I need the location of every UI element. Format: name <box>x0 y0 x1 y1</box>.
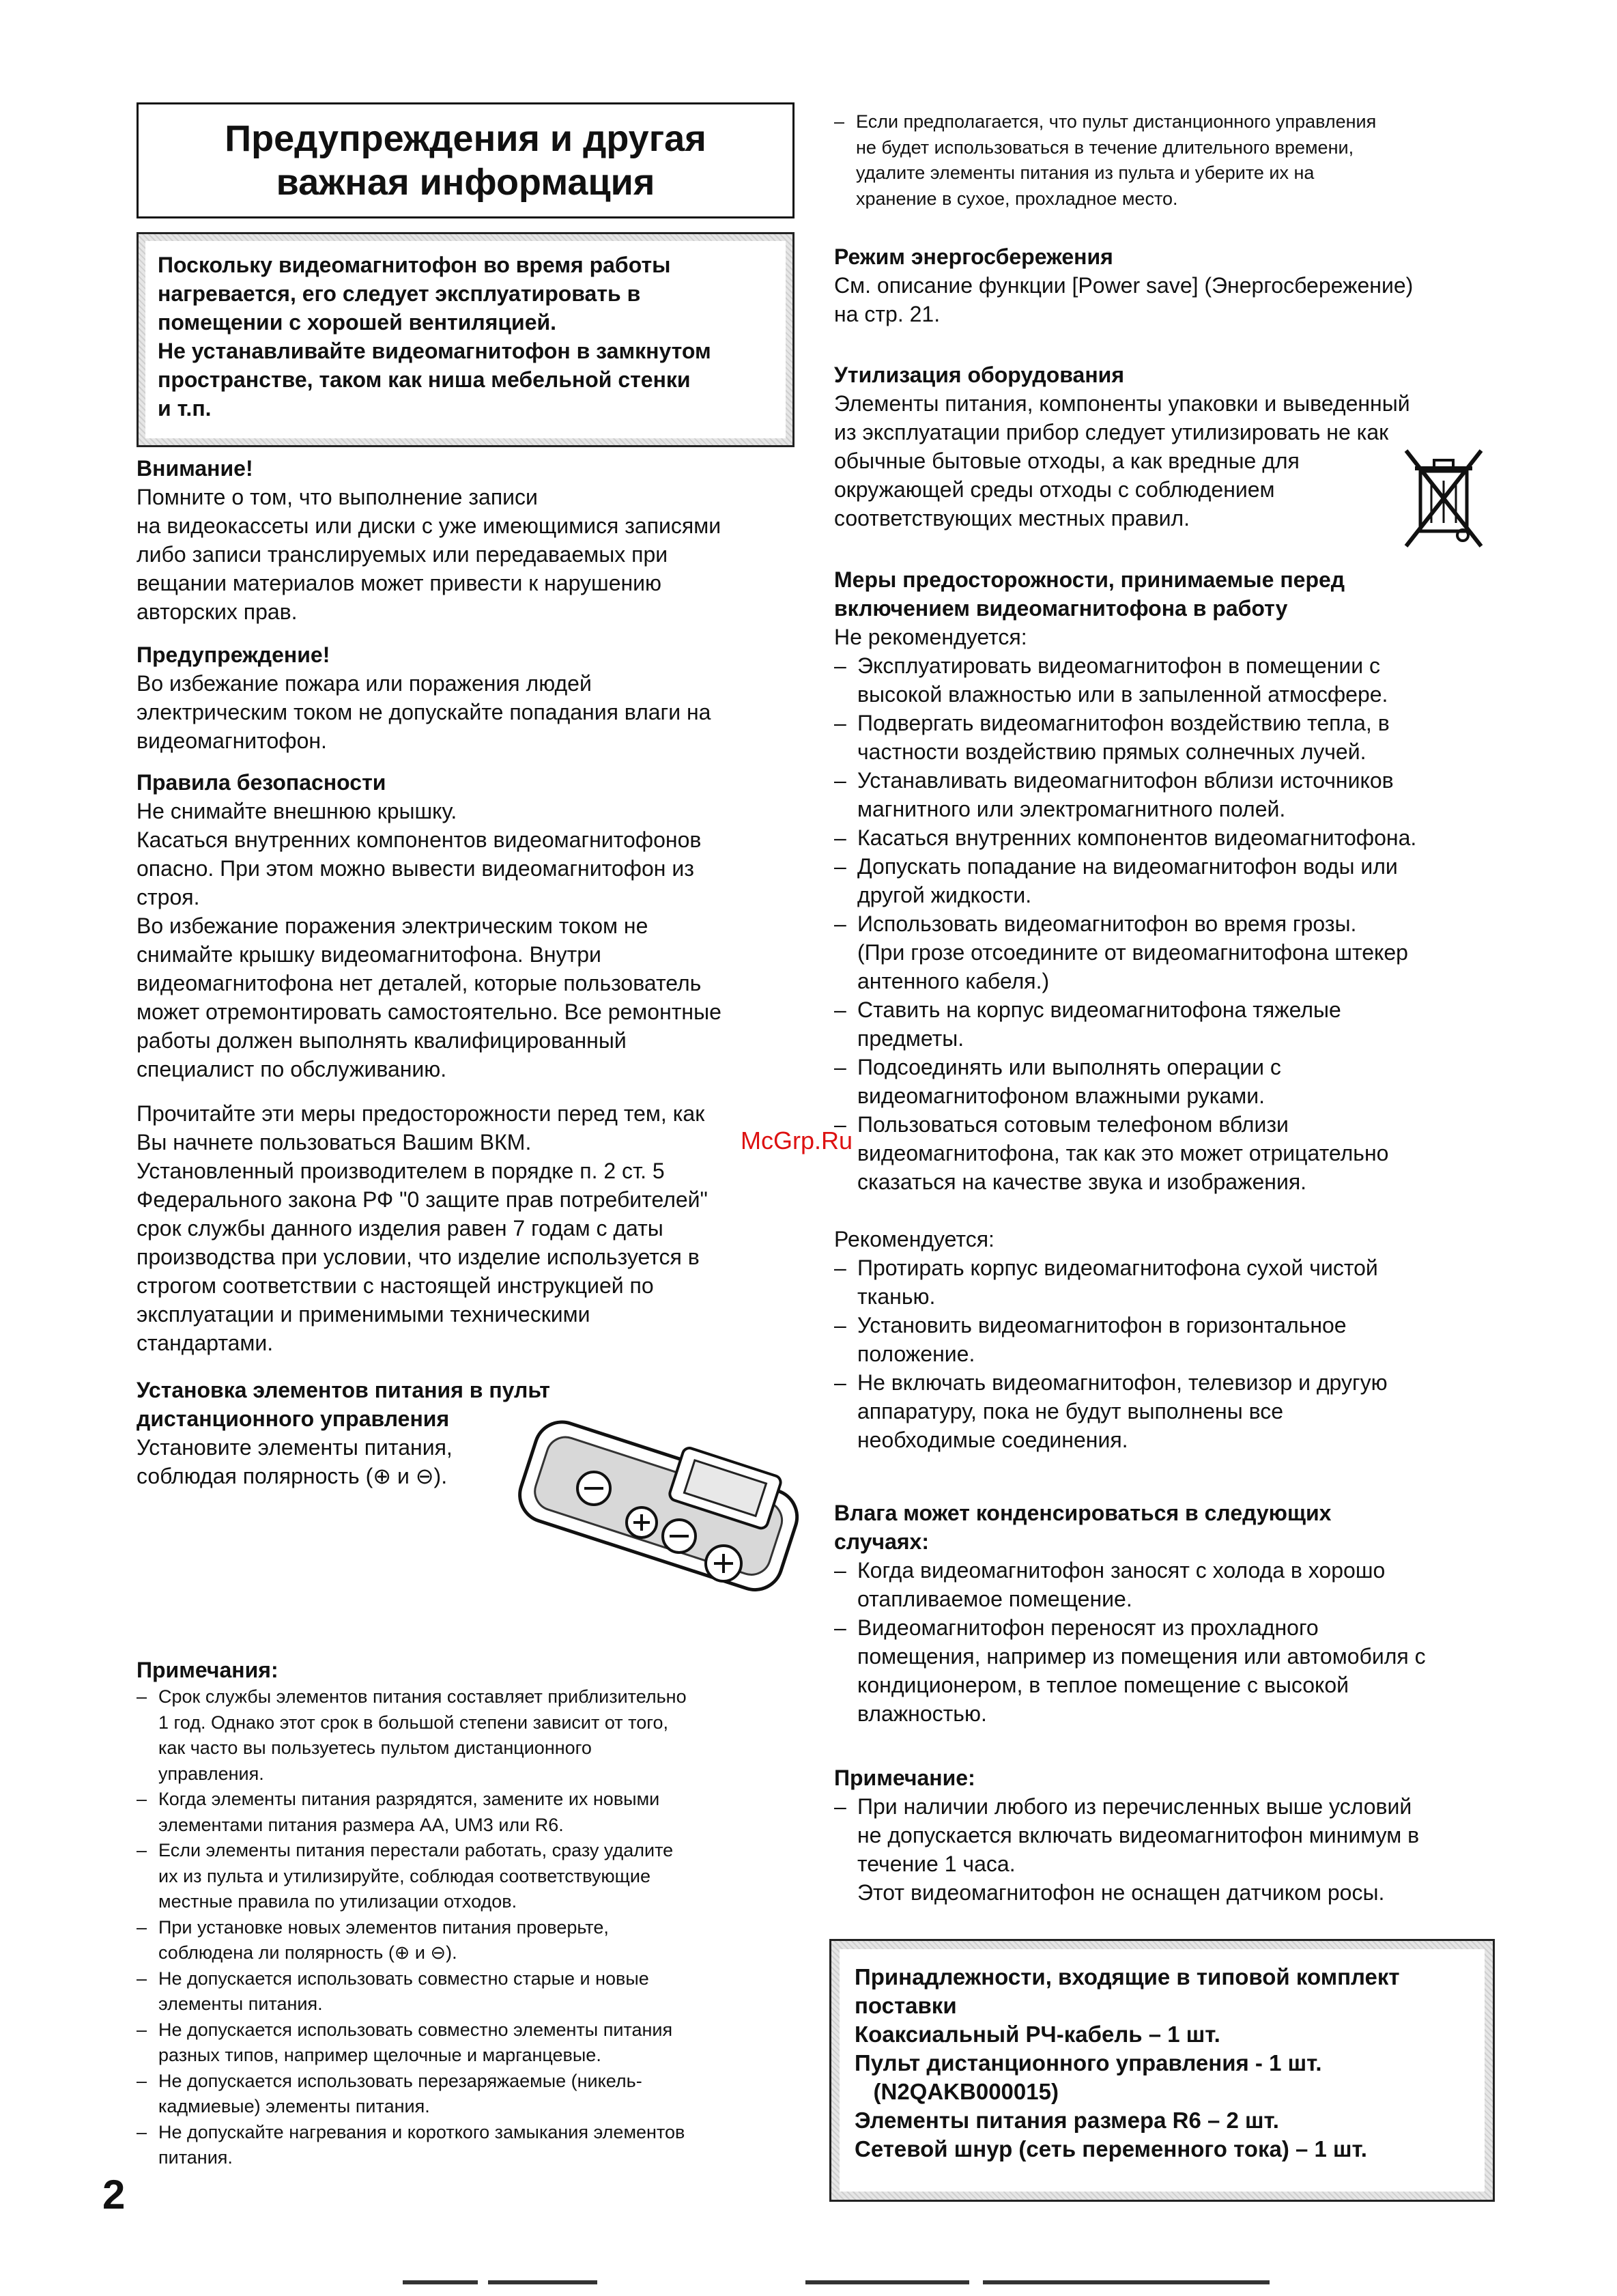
not-recommended-item: – Пользоваться сотовым телефоном вблизи видеомагнитофона, так как это может отрицательно сказаться на качестве звука и изображения. <box>834 1110 1517 1196</box>
not-recommended-item: – Устанавливать видеомагнитофон вблизи источников магнитного или электромагнитного полей. <box>834 766 1517 823</box>
accessories-line: поставки <box>855 1993 957 2018</box>
notes-list <box>137 1684 799 2171</box>
attention-line: авторских прав. <box>137 599 298 624</box>
safety-line: Во избежание поражения электрическим током не <box>137 913 648 938</box>
precautions-heading: включением видеомагнитофона в работу <box>834 596 1288 621</box>
power-save-line: См. описание функции [Power save] (Энергосбережение) <box>834 273 1414 298</box>
ventilation-warning-box <box>137 232 795 447</box>
read-first-line: Вы начнете пользоваться Вашим ВКМ. <box>137 1130 532 1154</box>
condensation-heading: Влага может конденсироваться в следующих <box>834 1501 1332 1525</box>
recommended-item: – Протирать корпус видеомагнитофона сухой чистой тканью. <box>834 1253 1517 1311</box>
ventilation-warning-inner <box>145 241 786 438</box>
notes-heading: Примечания: <box>137 1658 278 1682</box>
accessories-line: Принадлежности, входящие в типовой комплект <box>855 1964 1400 1989</box>
read-first-line: эксплуатации и применимыми техническими <box>137 1302 590 1327</box>
warning-line: Во избежание пожара или поражения людей <box>137 671 592 696</box>
page-title: Предупреждения и другая важная информация <box>225 118 706 203</box>
warning-section <box>137 640 799 755</box>
safety-heading: Правила безопасности <box>137 770 386 795</box>
warning-line: видеомагнитофон. <box>137 728 327 753</box>
note-section <box>834 1763 1517 1907</box>
not-recommended-item: – Ставить на корпус видеомагнитофона тяжелые предметы. <box>834 995 1517 1053</box>
attention-line: либо записи транслируемых или передаваемых при <box>137 542 668 567</box>
not-recommended-list <box>834 651 1517 1196</box>
notes-item: – Не допускайте нагревания и короткого замыкания элементов питания. <box>137 2120 799 2171</box>
safety-line: Не снимайте внешнюю крышку. <box>137 799 457 823</box>
page-title-box <box>137 102 795 218</box>
accessories-inner <box>840 1949 1485 2192</box>
not-recommended-item: – Подсоединять или выполнять операции с видеомагнитофоном влажными руками. <box>834 1053 1517 1110</box>
attention-line: Помните о том, что выполнение записи <box>137 485 538 509</box>
battery-install-heading: дистанционного управления <box>137 1406 450 1431</box>
notes-item: – Срок службы элементов питания составляет приблизительно 1 год. Однако этот срок в большой степени зависит от того, как часто вы пользуетесь пультом дистанционного управления. <box>137 1684 799 1787</box>
ventilation-line: помещении с хорошей вентиляцией. <box>158 310 557 335</box>
disposal-line: окружающей среды отходы с соблюдением <box>834 477 1275 502</box>
attention-heading: Внимание! <box>137 456 253 481</box>
battery-install-line: Установите элементы питания, <box>137 1435 453 1460</box>
safety-line: опасно. При этом можно вывести видеомагнитофон из <box>137 856 694 881</box>
right-intro-list <box>834 109 1517 212</box>
attention-line: вещании материалов может привести к нарушению <box>137 571 662 595</box>
note-list <box>834 1792 1517 1907</box>
note-item: – При наличии любого из перечисленных выше условий не допускается включать видеомагнитофон минимум в течение 1 часа. Этот видеомагнитофон не оснащен датчиком росы. <box>834 1792 1517 1907</box>
notes-item: – Если элементы питания перестали работать, сразу удалите их из пульта и утилизируйте, соблюдая соответствующие местные правила по утилизации отходов. <box>137 1838 799 1915</box>
accessories-box <box>829 1939 1495 2202</box>
notes-item: – При установке новых элементов питания проверьте, соблюдена ли полярность (⊕ и ⊖). <box>137 1915 799 1966</box>
condensation-heading: случаях: <box>834 1529 929 1554</box>
read-first-line: стандартами. <box>137 1331 274 1355</box>
notes-item: – Не допускается использовать совместно старые и новые элементы питания. <box>137 1966 799 2017</box>
read-first-section <box>137 1099 799 1357</box>
warning-line: электрическим током не допускайте попадания влаги на <box>137 700 711 724</box>
notes-section <box>137 1656 799 2171</box>
read-first-line: Прочитайте эти меры предосторожности перед тем, как <box>137 1101 705 1126</box>
precautions-heading: Меры предосторожности, принимаемые перед <box>834 567 1345 592</box>
disposal-line: соответствующих местных правил. <box>834 506 1190 530</box>
accessories-line: Элементы питания размера R6 – 2 шт. <box>855 2108 1279 2133</box>
power-save-heading: Режим энергосбережения <box>834 244 1113 269</box>
safety-line: работы должен выполнять квалифицированный <box>137 1028 627 1053</box>
not-recommended-item: – Подвергать видеомагнитофон воздействию тепла, в частности воздействию прямых солнечных лучей. <box>834 709 1517 766</box>
ventilation-line: и т.п. <box>158 396 212 421</box>
accessories-line: Пульт дистанционного управления - 1 шт. <box>855 2050 1322 2075</box>
bottom-divider <box>983 2280 1270 2284</box>
not-recommended-item: – Использовать видеомагнитофон во время грозы. (При грозе отсоедините от видеомагнитофона штекер антенного кабеля.) <box>834 909 1517 995</box>
attention-section <box>137 454 799 626</box>
condensation-list <box>834 1556 1517 1728</box>
read-first-line: производства при условии, что изделие используется в <box>137 1245 700 1269</box>
disposal-line: из эксплуатации прибор следует утилизировать не как <box>834 420 1389 444</box>
attention-line: на видеокассеты или диски с уже имеющимися записями <box>137 513 721 538</box>
safety-line: строя. <box>137 885 200 909</box>
precautions-section <box>834 565 1517 1454</box>
ventilation-line: нагревается, его следует эксплуатировать в <box>158 281 641 306</box>
recommended-item: – Установить видеомагнитофон в горизонтальное положение. <box>834 1311 1517 1368</box>
condensation-item: – Видеомагнитофон переносят из прохладного помещения, например из помещения или автомобиля с кондиционером, в теплое помещение с высокой влажностью. <box>834 1613 1517 1728</box>
disposal-heading: Утилизация оборудования <box>834 363 1124 387</box>
recommended-list <box>834 1253 1517 1454</box>
accessories-line: (N2QAKB000015) <box>855 2079 1059 2104</box>
notes-item: – Не допускается использовать перезаряжаемые (никель- кадмиевые) элементы питания. <box>137 2069 799 2120</box>
power-save-section <box>834 242 1517 328</box>
battery-minus-icon <box>663 1520 696 1553</box>
notes-item: – Когда элементы питания разрядятся, замените их новыми элементами питания размера AA, UM3 или R6. <box>137 1787 799 1838</box>
bottom-divider <box>805 2280 969 2284</box>
safety-line: видеомагнитофона нет деталей, которые пользователь <box>137 971 702 995</box>
disposal-line: Элементы питания, компоненты упаковки и выведенный <box>834 391 1410 416</box>
remote-control-icon <box>513 1420 805 1597</box>
safety-line: специалист по обслуживанию. <box>137 1057 447 1081</box>
battery-minus-icon <box>577 1472 610 1505</box>
battery-plus-icon <box>706 1546 741 1581</box>
safety-line: Касаться внутренних компонентов видеомагнитофонов <box>137 827 702 852</box>
not-recommended-item: – Касаться внутренних компонентов видеомагнитофона. <box>834 823 1517 852</box>
right-intro-item: – Если предполагается, что пульт дистанционного управления не будет использоваться в течение длительного времени, удалите элементы питания из пульта и уберите их на хранение в сухое, прохладное место. <box>834 109 1517 212</box>
note-heading: Примечание: <box>834 1766 975 1790</box>
crossed-bin-icon <box>1403 444 1485 553</box>
battery-plus-icon <box>627 1507 657 1537</box>
accessories-line: Сетевой шнур (сеть переменного тока) – 1 шт. <box>855 2136 1367 2162</box>
bottom-divider <box>488 2280 597 2284</box>
remote-battery-illustration <box>505 1420 805 1611</box>
not-recommended-label: Не рекомендуется: <box>834 625 1027 649</box>
page-number: 2 <box>102 2172 126 2217</box>
not-recommended-item: – Эксплуатировать видеомагнитофон в помещении с высокой влажностью или в запыленной атмосфере. <box>834 651 1517 709</box>
accessories-line: Коаксиальный РЧ-кабель – 1 шт. <box>855 2022 1220 2047</box>
power-save-line: на стр. 21. <box>834 302 941 326</box>
safety-line: может отремонтировать самостоятельно. Все ремонтные <box>137 1000 721 1024</box>
notes-item: – Не допускается использовать совместно элементы питания разных типов, например щелочные и марганцевые. <box>137 2017 799 2069</box>
warning-heading: Предупреждение! <box>137 642 330 667</box>
ventilation-line: Не устанавливайте видеомагнитофон в замкнутом <box>158 339 711 363</box>
battery-install-heading: Установка элементов питания в пульт <box>137 1378 550 1402</box>
safety-section <box>137 768 799 1083</box>
condensation-section <box>834 1499 1517 1728</box>
read-first-line: Федерального закона РФ "0 защите прав потребителей" <box>137 1187 708 1212</box>
read-first-line: срок службы данного изделия равен 7 годам с даты <box>137 1216 663 1241</box>
ventilation-line: пространстве, таком как ниша мебельной стенки <box>158 367 691 392</box>
bottom-divider <box>403 2280 478 2284</box>
ventilation-line: Поскольку видеомагнитофон во время работы <box>158 253 671 277</box>
watermark: McGrp.Ru <box>741 1126 853 1154</box>
recommended-item: – Не включать видеомагнитофон, телевизор и другую аппаратуру, пока не будут выполнены все необходимые соединения. <box>834 1368 1517 1454</box>
right-intro-section <box>834 109 1517 212</box>
recommended-label: Рекомендуется: <box>834 1227 994 1251</box>
battery-install-line: соблюдая полярность (⊕ и ⊖). <box>137 1464 448 1488</box>
safety-line: снимайте крышку видеомагнитофона. Внутри <box>137 942 601 967</box>
read-first-line: Установленный производителем в порядке п. 2 ст. 5 <box>137 1159 665 1183</box>
not-recommended-item: – Допускать попадание на видеомагнитофон воды или другой жидкости. <box>834 852 1517 909</box>
read-first-line: строгом соответствии с настоящей инструкцией по <box>137 1273 654 1298</box>
condensation-item: – Когда видеомагнитофон заносят с холода в хорошо отапливаемое помещение. <box>834 1556 1517 1613</box>
disposal-line: обычные бытовые отходы, а как вредные для <box>834 449 1300 473</box>
